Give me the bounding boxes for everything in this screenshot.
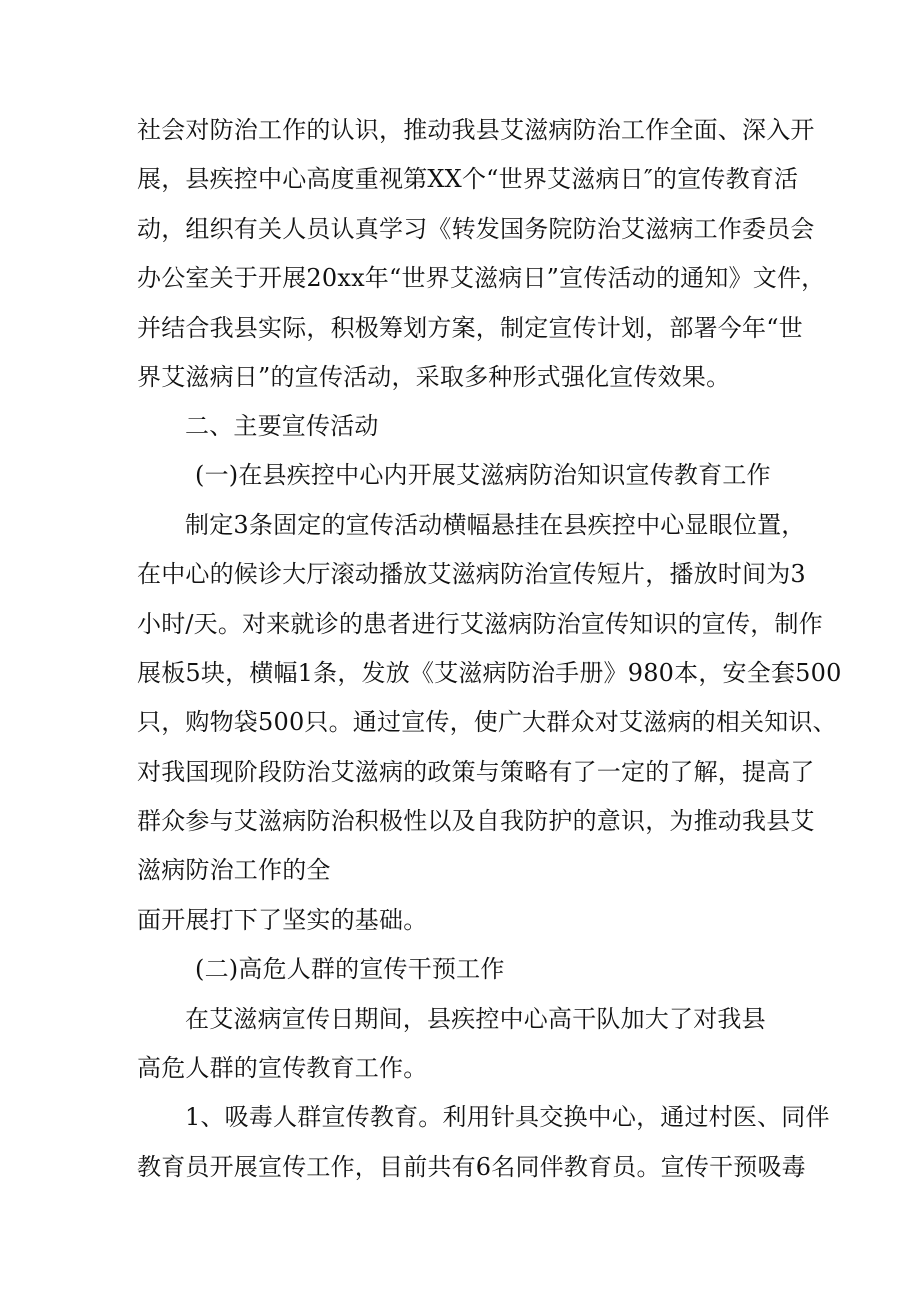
text-line-17: 面开展打下了坚实的基础。 — [137, 906, 428, 934]
text-line-1: 社会对防治工作的认识，推动我县艾滋病防治工作全面、深入开 — [137, 116, 815, 144]
subsection-heading-1: (一)在县疾控中心内开展艾滋病防治知识宣传教育工作 — [195, 461, 771, 489]
text-line-4: 办公室关于开展20xx年“世界艾滋病日”宣传活动的通知》文件， — [137, 264, 826, 292]
text-line-5: 并结合我县实际，积极筹划方案，制定宣传计划，部署今年“世 — [137, 314, 803, 342]
text-line-15: 群众参与艾滋病防治积极性以及自我防护的意识，为推动我县艾 — [137, 807, 815, 835]
text-line-11: 小时/天。对来就诊的患者进行艾滋病防治宣传知识的宣传，制作 — [137, 610, 823, 638]
text-line-12: 展板5块，横幅1条，发放《艾滋病防治手册》980本，安全套500 — [137, 659, 842, 687]
text-line-6: 界艾滋病日”的宣传活动，采取多种形式强化宣传效果。 — [137, 363, 731, 391]
text-line-10: 在中心的候诊大厅滚动播放艾滋病防治宣传短片，播放时间为3 — [137, 560, 806, 588]
text-line-20: 高危人群的宣传教育工作。 — [137, 1054, 428, 1082]
text-line-9: 制定3条固定的宣传活动横幅悬挂在县疾控中心显眼位置， — [185, 511, 806, 539]
text-line-21: 1、吸毒人群宣传教育。利用针具交换中心，通过村医、同伴 — [185, 1103, 830, 1131]
text-line-13: 只，购物袋500只。通过宣传，使广大群众对艾滋病的相关知识、 — [137, 708, 837, 736]
text-line-14: 对我国现阶段防治艾滋病的政策与策略有了一定的了解，提高了 — [137, 758, 815, 786]
text-line-22: 教育员开展宣传工作，目前共有6名同伴教育员。宣传干预吸毒 — [137, 1153, 806, 1181]
text-line-3: 动，组织有关人员认真学习《转发国务院防治艾滋病工作委员会 — [137, 215, 815, 243]
text-line-19: 在艾滋病宣传日期间，县疾控中心高干队加大了对我县 — [185, 1005, 766, 1033]
section-heading: 二、主要宣传活动 — [185, 412, 379, 440]
subsection-heading-2: (二)高危人群的宣传干预工作 — [195, 955, 505, 983]
text-line-2: 展，县疾控中心高度重视第XX个“世界艾滋病日″的宣传教育活 — [137, 165, 799, 193]
text-line-16: 滋病防治工作的全 — [137, 856, 331, 884]
